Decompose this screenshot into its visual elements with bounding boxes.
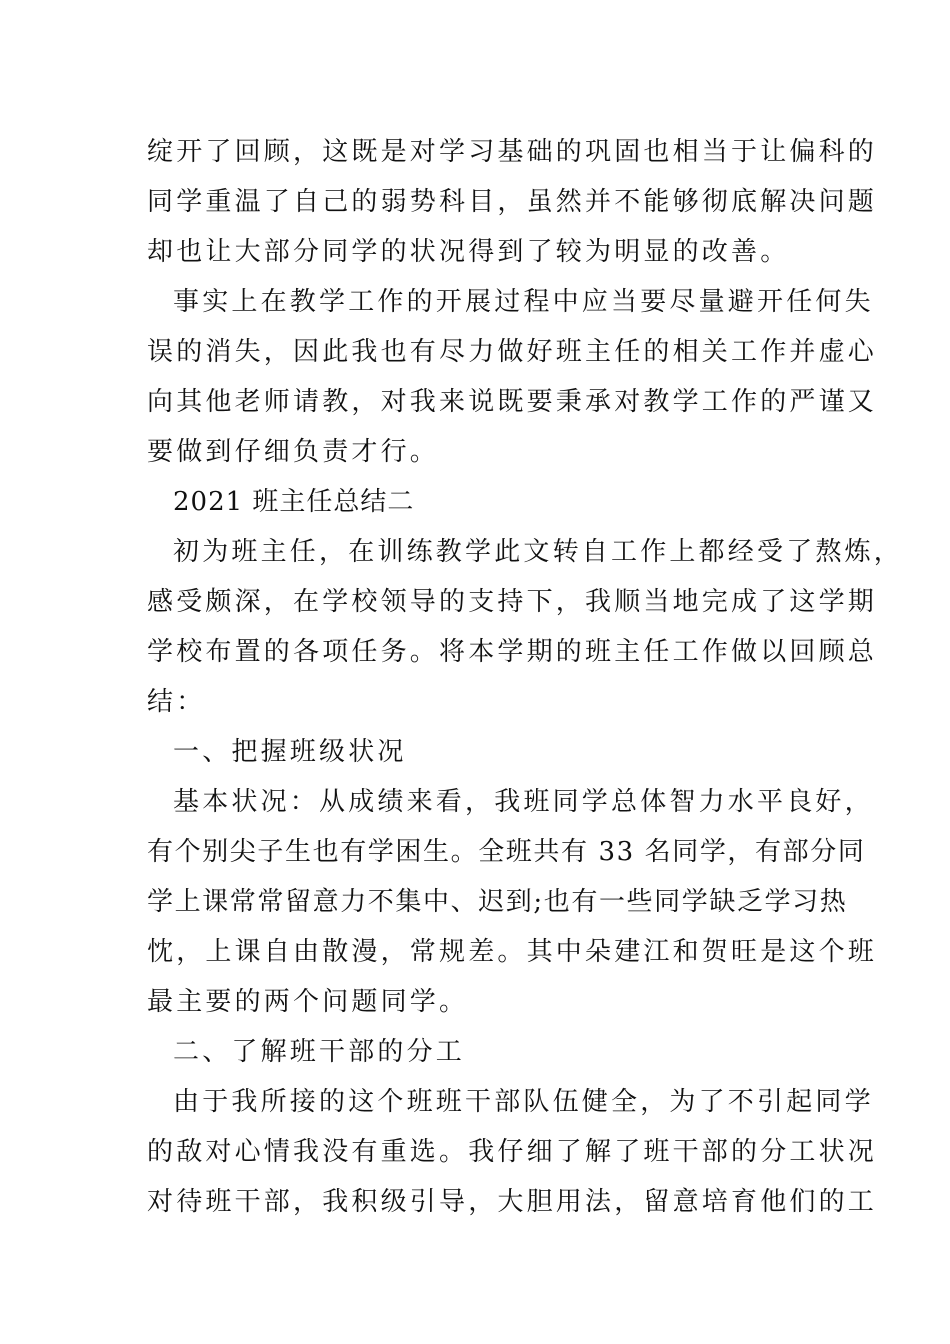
- text-line: 对待班干部，我积级引导，大胆用法，留意培育他们的工: [147, 1187, 878, 1217]
- text-line: 学上课常常留意力不集中、迟到;也有一些同学缺乏学习热: [147, 887, 848, 917]
- text-line: 绽开了回顾，这既是对学习基础的巩固也相当于让偏科的: [147, 137, 878, 167]
- text-line: 有个别尖子生也有学困生。全班共有 33 名同学，有部分同: [147, 837, 866, 867]
- paragraph-first-line: 初为班主任，在训练教学此文转自工作上都经受了熬炼，: [173, 537, 904, 567]
- section-heading: 二、了解班干部的分工: [173, 1037, 466, 1067]
- section-heading: 2021 班主任总结二: [173, 487, 415, 517]
- text-line: 最主要的两个问题同学。: [147, 987, 469, 1017]
- paragraph-first-line: 事实上在教学工作的开展过程中应当要尽量避开任何失: [173, 287, 874, 317]
- paragraph-first-line: 由于我所接的这个班班干部队伍健全，为了不引起同学: [173, 1087, 874, 1117]
- paragraph-first-line: 基本状况：从成绩来看，我班同学总体智力水平良好，: [173, 787, 874, 817]
- text-line: 向其他老师请教，对我来说既要秉承对教学工作的严谨又: [147, 387, 878, 417]
- text-line: 要做到仔细负责才行。: [147, 437, 440, 467]
- text-line: 同学重温了自己的弱势科目，虽然并不能够彻底解决问题: [147, 187, 878, 217]
- text-line: 学校布置的各项任务。将本学期的班主任工作做以回顾总: [147, 637, 878, 667]
- text-line: 结：: [147, 687, 206, 717]
- text-line: 却也让大部分同学的状况得到了较为明显的改善。: [147, 237, 790, 267]
- text-line: 误的消失，因此我也有尽力做好班主任的相关工作并虚心: [147, 337, 878, 367]
- text-line: 的敌对心情我没有重选。我仔细了解了班干部的分工状况: [147, 1137, 878, 1167]
- section-heading: 一、把握班级状况: [173, 737, 407, 767]
- text-line: 感受颇深，在学校领导的支持下，我顺当地完成了这学期: [147, 587, 878, 617]
- text-line: 忱，上课自由散漫，常规差。其中朵建江和贺旺是这个班: [147, 937, 878, 967]
